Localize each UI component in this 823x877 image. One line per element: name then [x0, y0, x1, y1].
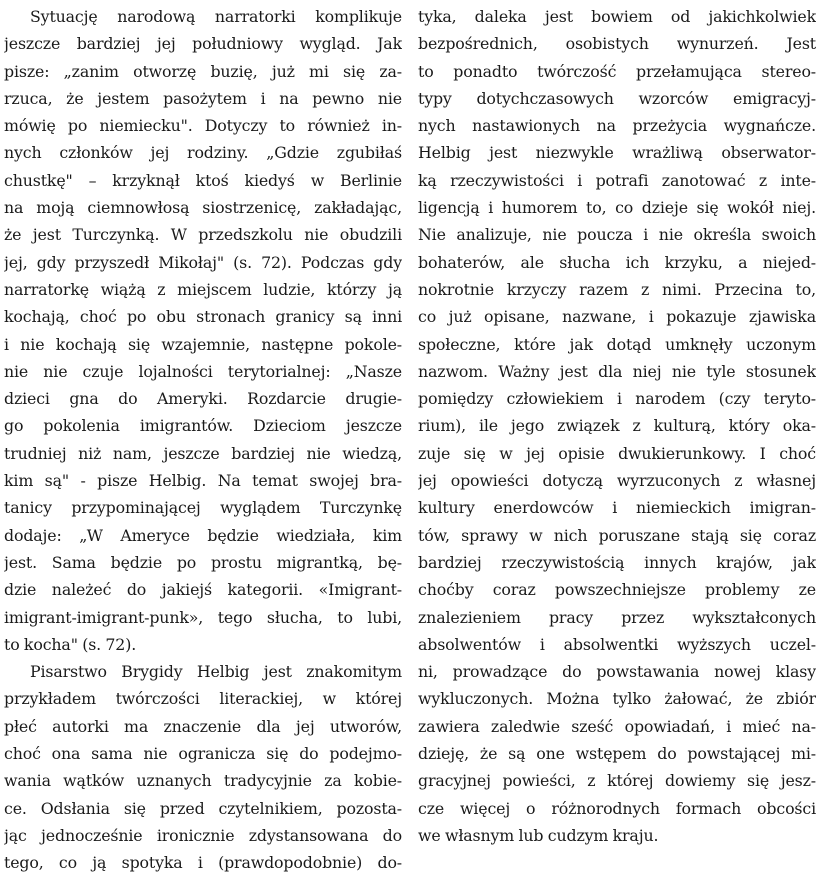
text-line: gracyjnej powieści, z której dowiemy się jesz- [418, 771, 816, 791]
text-line: Nie analizuje, nie poucza i nie określa swoich [418, 225, 816, 245]
text-line: że jest Turczynką. W przedszkolu nie obudzili [4, 225, 402, 245]
text-line: Sytuację narodową narratorki komplikuje [30, 7, 402, 26]
text-line: dzieję, że są one wstępem do powstającej mi- [418, 744, 816, 764]
text-line: zuje się w jej opisie dwukierunkowy. I choć [418, 443, 816, 463]
text-line: i nie kochają się wzajemnie, następne pokole- [4, 334, 402, 354]
text-line: bardziej rzeczywistością innych krajów, jak [418, 552, 816, 572]
text-line: dzie należeć do jakiejś kategorii. «Imigrant- [4, 580, 402, 600]
text-line: na moją ciemnowłosą siostrzenicę, zakładając, [4, 198, 402, 218]
text-line: jej opowieści dotyczą wyrzuconych z własnej [418, 471, 816, 491]
text-line: co już opisane, nazwane, i pokazuje zjawiska [418, 307, 816, 327]
text-line: nych nastawionych na przeżycia wygnańcze. [418, 116, 816, 136]
text-line: kochają, choć po obu stronach granicy są inni [4, 307, 402, 327]
text-line: pomiędzy człowiekiem i narodem (czy teryto- [418, 389, 816, 409]
text-line: wania wątków uznanych tradycyjnie za kobie- [4, 771, 402, 791]
text-line: nie nie czuje lojalności terytorialnej: „Nasze [4, 361, 402, 381]
text-line: bohaterów, ale słucha ich krzyku, a niejed- [418, 252, 816, 272]
text-line: jąc jednocześnie ironicznie zdystansowana do [4, 825, 402, 845]
text-line: ni, prowadzące do powstawania nowej klasy [418, 662, 816, 682]
text-line: choćby coraz powszechniejsze problemy ze [418, 580, 816, 600]
text-line: znalezieniem pracy przez wykształconych [418, 607, 816, 627]
text-line: bezpośrednich, osobistych wynurzeń. Jest [418, 34, 816, 54]
text-line: chustkę" – krzyknął ktoś kiedyś w Berlinie [4, 170, 402, 190]
text-line: przykładem twórczości literackiej, w której [4, 689, 402, 709]
text-line: jest. Sama będzie po prostu migrantką, bę- [4, 552, 402, 572]
text-line: kultury enerdowców i niemieckich imigran- [418, 498, 816, 518]
paragraph [4, 658, 402, 876]
text-line: rium), ile jego związek z kulturą, który oka- [418, 416, 816, 436]
text-line: zawiera zaledwie sześć opowiadań, i mieć na- [418, 716, 816, 736]
paragraph [418, 3, 816, 849]
text-line: kim są" - pisze Helbig. Na temat swojej bra- [4, 471, 402, 491]
text-line: jeszcze bardziej jej południowy wygląd. Jak [4, 34, 402, 54]
text-line: nazwom. Ważny jest dla niej nie tyle stosunek [418, 361, 816, 381]
text-line: to kocha" (s. 72). [4, 634, 137, 654]
text-line: cze więcej o różnorodnych formach obcości [418, 798, 816, 818]
text-line: ce. Odsłania się przed czytelnikiem, pozosta- [4, 798, 402, 818]
text-line: narratorkę wiążą z miejscem ludzie, którzy ją [4, 279, 402, 299]
text-line: jej, gdy przyszedł Mikołaj" (s. 72). Podczas gdy [4, 252, 402, 272]
text-line: pisze: „zanim otworzę buzię, już mi się za- [4, 61, 402, 81]
text-line: choć ona sama nie ogranicza się do podejmo- [4, 744, 402, 764]
text-line: to ponadto twórczość przełamująca stereo- [418, 61, 816, 81]
paragraph [4, 3, 402, 658]
text-line: tego, co ją spotyka i (prawdopodobnie) do- [4, 853, 402, 873]
text-line: absolwentów i absolwentki wyższych uczel- [418, 634, 816, 654]
text-line: tyka, daleka jest bowiem od jakichkolwiek [418, 7, 816, 26]
text-line: typy dotychczasowych wzorców emigracyj- [418, 88, 816, 108]
text-line: go pokolenia imigrantów. Dzieciom jeszcze [4, 416, 402, 436]
text-line: nych członków jej rodziny. „Gdzie zgubiłaś [4, 143, 402, 163]
left-column [4, 3, 402, 877]
text-line: nokrotnie krzyczy razem z nimi. Przecina to, [418, 279, 816, 299]
text-line: płeć autorki ma znaczenie dla jej utworów, [4, 716, 402, 736]
text-line: tów, sprawy w nich poruszane stają się coraz [418, 525, 816, 545]
text-line: wykluczonych. Można tylko żałować, że zbiór [418, 689, 816, 709]
right-column [418, 3, 816, 849]
text-line: dodaje: „W Ameryce będzie wiedziała, kim [4, 525, 402, 545]
text-line: Pisarstwo Brygidy Helbig jest znakomitym [30, 662, 402, 682]
text-line: społeczne, które jak dotąd umknęły uczonym [418, 334, 816, 354]
text-line: tanicy przypominającej wyglądem Turczynkę [4, 498, 402, 518]
text-line: dzieci gna do Ameryki. Rozdarcie drugie- [4, 389, 402, 409]
text-line: ligencją i humorem to, co dzieje się wokół niej. [418, 198, 816, 218]
text-line: imigrant-imigrant-punk», tego słucha, to lubi, [4, 607, 402, 627]
text-line: we własnym lub cudzym kraju. [418, 825, 659, 845]
text-line: Helbig jest niezwykle wrażliwą obserwator- [418, 143, 816, 163]
text-line: trudniej niż nam, jeszcze bardziej nie wiedzą, [4, 443, 402, 463]
text-line: rzuca, że jestem pasożytem i na pewno nie [4, 88, 402, 108]
text-line: mówię po niemiecku". Dotyczy to również in- [4, 116, 402, 136]
text-line: ką rzeczywistości i potrafi zanotować z inte- [418, 170, 816, 190]
